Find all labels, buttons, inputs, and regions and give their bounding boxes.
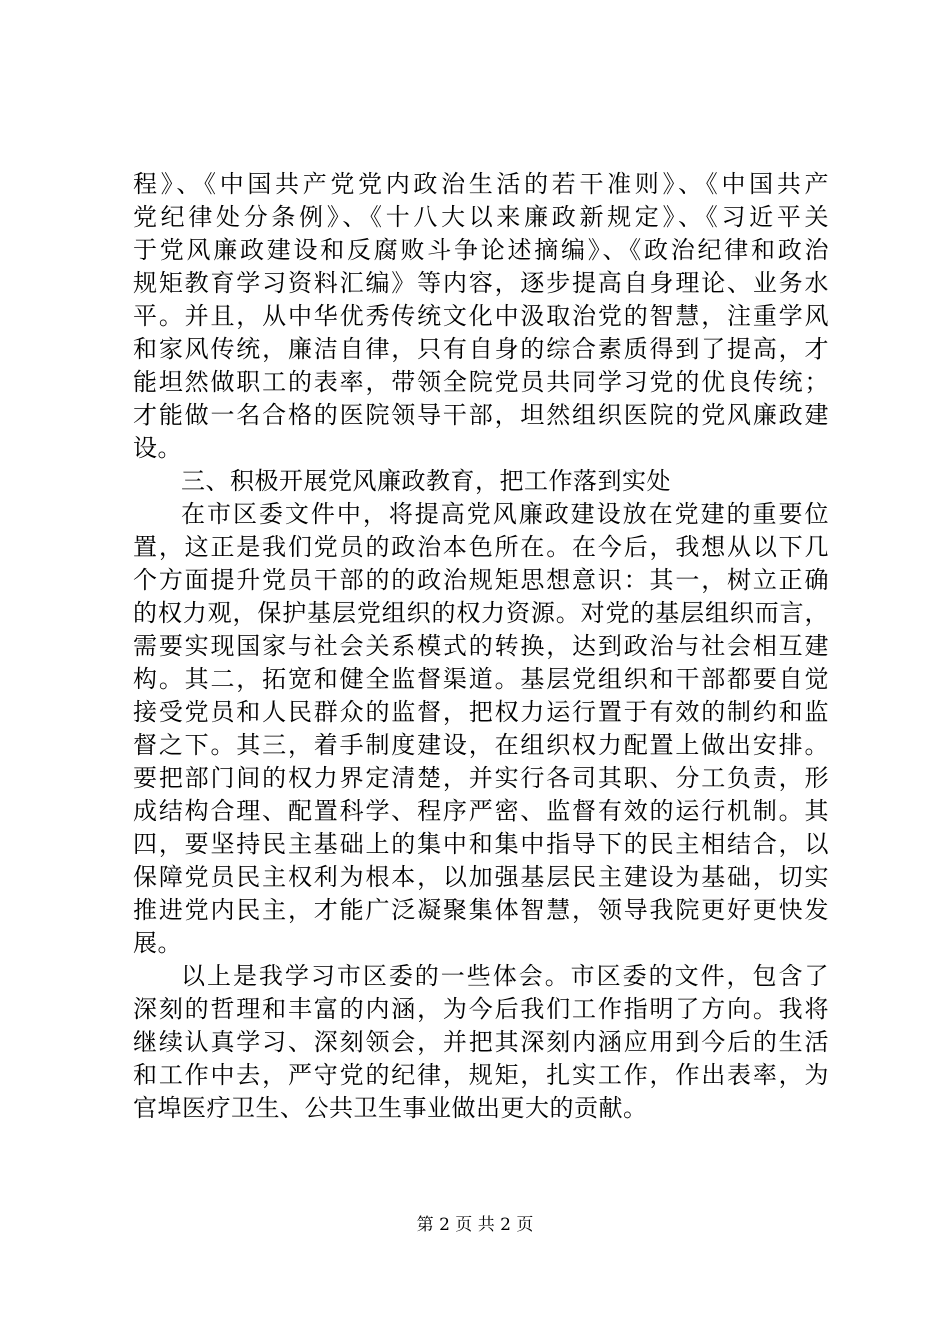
text-line: 个方面提升党员干部的的政治规矩思想意识：其一，树立正确 <box>133 566 829 594</box>
text-line: 推进党内民主，才能广泛凝聚集体智慧，领导我院更好更快发 <box>133 896 829 924</box>
text-line: 保障党员民主权利为根本，以加强基层民主建设为基础，切实 <box>133 863 829 891</box>
text-line: 的权力观，保护基层党组织的权力资源。对党的基层组织而言， <box>133 599 829 627</box>
text-line: 于党风廉政建设和反腐败斗争论述摘编》、《政治纪律和政治 <box>133 236 829 264</box>
text-line: 深刻的哲理和丰富的内涵，为今后我们工作指明了方向。我将 <box>133 995 829 1023</box>
text-line: 接受党员和人民群众的监督，把权力运行置于有效的制约和监 <box>133 698 829 726</box>
text-line: 以上是我学习市区委的一些体会。市区委的文件，包含了 <box>181 962 829 990</box>
text-line: 平。并且，从中华优秀传统文化中汲取治党的智慧，注重学风 <box>133 302 829 330</box>
section-heading: 三、积极开展党风廉政教育，把工作落到实处 <box>181 467 671 495</box>
text-line: 规矩教育学习资料汇编》等内容，逐步提高自身理论、业务水 <box>133 269 829 297</box>
text-line: 继续认真学习、深刻领会，并把其深刻内涵应用到今后的生活 <box>133 1028 829 1056</box>
document-body <box>133 168 829 1125</box>
text-line: 构。其二，拓宽和健全监督渠道。基层党组织和干部都要自觉 <box>133 665 829 693</box>
text-line: 程》、《中国共产党党内政治生活的若干准则》、《中国共产 <box>133 170 829 198</box>
text-line: 党纪律处分条例》、《十八大以来廉政新规定》、《习近平关 <box>133 203 829 231</box>
text-line: 要把部门间的权力界定清楚，并实行各司其职、分工负责，形 <box>133 764 829 792</box>
text-line: 能坦然做职工的表率，带领全院党员共同学习党的优良传统； <box>133 368 829 396</box>
text-line: 官埠医疗卫生、公共卫生事业做出更大的贡献。 <box>133 1094 648 1122</box>
text-line: 和家风传统，廉洁自律，只有自身的综合素质得到了提高，才 <box>133 335 829 363</box>
text-line: 在市区委文件中，将提高党风廉政建设放在党建的重要位 <box>181 500 829 528</box>
text-line: 和工作中去，严守党的纪律，规矩，扎实工作，作出表率，为 <box>133 1061 829 1089</box>
text-line: 才能做一名合格的医院领导干部，坦然组织医院的党风廉政建 <box>133 401 829 429</box>
text-line: 四，要坚持民主基础上的集中和集中指导下的民主相结合，以 <box>133 830 829 858</box>
text-line: 成结构合理、配置科学、程序严密、监督有效的运行机制。其 <box>133 797 829 825</box>
text-line: 需要实现国家与社会关系模式的转换，达到政治与社会相互建 <box>133 632 829 660</box>
text-line: 展。 <box>133 929 182 957</box>
page-number-footer: 第 2 页 共 2 页 <box>416 1215 534 1235</box>
text-line: 置，这正是我们党员的政治本色所在。在今后，我想从以下几 <box>133 533 829 561</box>
text-line: 督之下。其三，着手制度建设，在组织权力配置上做出安排。 <box>133 731 829 759</box>
text-line: 设。 <box>133 434 182 462</box>
